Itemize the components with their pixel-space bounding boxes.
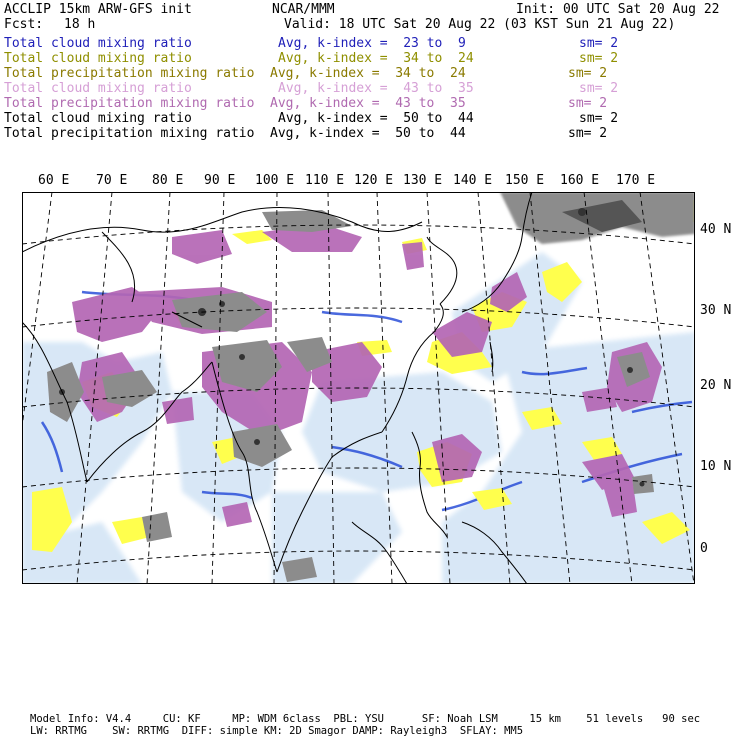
lon-label: 100 E — [255, 173, 295, 188]
field-name: Total precipitation mixing ratio — [4, 96, 255, 111]
init-time: Init: 00 UTC Sat 20 Aug 22 — [516, 2, 720, 17]
field-sm: sm= 2 — [568, 126, 608, 141]
field-name: Total precipitation mixing ratio — [4, 66, 255, 81]
field-name: Total precipitation mixing ratio — [4, 126, 255, 141]
center-label: NCAR/MMM — [272, 2, 335, 17]
lon-label: 130 E — [403, 173, 443, 188]
field-avg: Avg, k-index = 50 to 44 — [270, 126, 466, 141]
lon-label: 80 E — [152, 173, 184, 188]
field-sm: sm= 2 — [568, 66, 608, 81]
lon-label: 110 E — [305, 173, 345, 188]
field-avg: Avg, k-index = 43 to 35 — [278, 81, 474, 96]
model-info: Model Info: V4.4 CU: KF MP: WDM 6class PBL: YSU SF: Noah LSM 15 km 51 levels 90 sec — [30, 713, 701, 725]
field-sm: sm= 2 — [579, 36, 619, 51]
field-sm: sm= 2 — [579, 51, 619, 66]
field-name: Total cloud mixing ratio — [4, 51, 192, 66]
fcst-value: 18 h — [64, 17, 96, 32]
field-name: Total cloud mixing ratio — [4, 81, 192, 96]
lon-label: 70 E — [96, 173, 128, 188]
field-sm: sm= 2 — [568, 96, 608, 111]
valid-time: Valid: 18 UTC Sat 20 Aug 22 (03 KST Sun 21 Aug 22) — [284, 17, 676, 32]
field-avg: Avg, k-index = 34 to 24 — [270, 66, 466, 81]
field-avg: Avg, k-index = 23 to 9 — [278, 36, 466, 51]
lon-label: 170 E — [616, 173, 656, 188]
fcst-label: Fcst: — [4, 17, 44, 32]
model-physics: LW: RRTMG SW: RRTMG DIFF: simple KM: 2D Smagor DAMP: Rayleigh3 SFLAY: MM5 — [30, 725, 524, 737]
field-avg: Avg, k-index = 43 to 35 — [270, 96, 466, 111]
field-avg: Avg, k-index = 50 to 44 — [278, 111, 474, 126]
lat-label: 30 N — [700, 303, 732, 318]
lat-label: 10 N — [700, 459, 732, 474]
lat-label: 40 N — [700, 222, 732, 237]
lon-label: 60 E — [38, 173, 70, 188]
lat-label: 20 N — [700, 378, 732, 393]
lon-label: 90 E — [204, 173, 236, 188]
lon-label: 150 E — [505, 173, 545, 188]
lon-label: 120 E — [354, 173, 394, 188]
lon-label: 140 E — [453, 173, 493, 188]
field-sm: sm= 2 — [579, 81, 619, 96]
field-sm: sm= 2 — [579, 111, 619, 126]
forecast-map — [22, 192, 695, 584]
lon-label: 160 E — [560, 173, 600, 188]
field-name: Total cloud mixing ratio — [4, 111, 192, 126]
field-avg: Avg, k-index = 34 to 24 — [278, 51, 474, 66]
model-title: ACCLIP 15km ARW-GFS init — [4, 2, 192, 17]
field-name: Total cloud mixing ratio — [4, 36, 192, 51]
lat-label: 0 — [700, 541, 708, 556]
